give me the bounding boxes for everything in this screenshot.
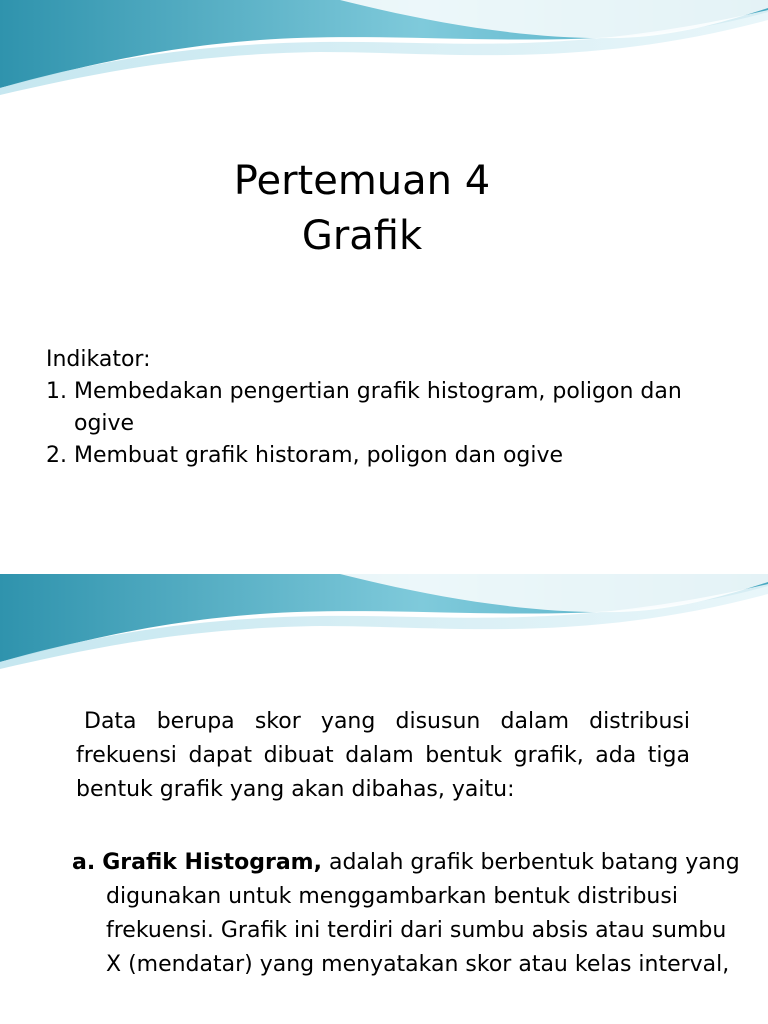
list-marker: a. (72, 850, 96, 875)
indicator-heading: Indikator: (46, 347, 151, 372)
intro-paragraph: Data berupa skor yang disusun dalam distribusi frekuensi dapat dibuat dalam bentuk grafik, ada tiga bentuk grafik yang akan dibahas, yaitu: (76, 709, 690, 802)
slide-separator (0, 560, 768, 574)
indicator-list (46, 344, 746, 472)
wave-header-decoration (0, 0, 768, 95)
indicator-item-2: 2. Membuat grafik historam, poligon dan ogive (46, 443, 564, 468)
indicator-item-1: 1. Membedakan pengertian grafik histogram, poligon dan ogive (46, 379, 682, 436)
slide-title-line-1: Pertemuan 4 (233, 158, 491, 204)
wave-header-decoration (0, 574, 768, 669)
definition-text: adalah grafik berbentuk batang yang digunakan untuk menggambarkan bentuk distribusi frekuensi. Grafik ini terdiri dari sumbu absis atau sumbu X (mendatar) yang menyatakan skor atau kelas interval, (106, 850, 740, 977)
definition-histogram (72, 846, 746, 982)
term-grafik-histogram: Grafik Histogram, (102, 850, 322, 875)
slide-title-line-2: Grafik (301, 213, 423, 259)
